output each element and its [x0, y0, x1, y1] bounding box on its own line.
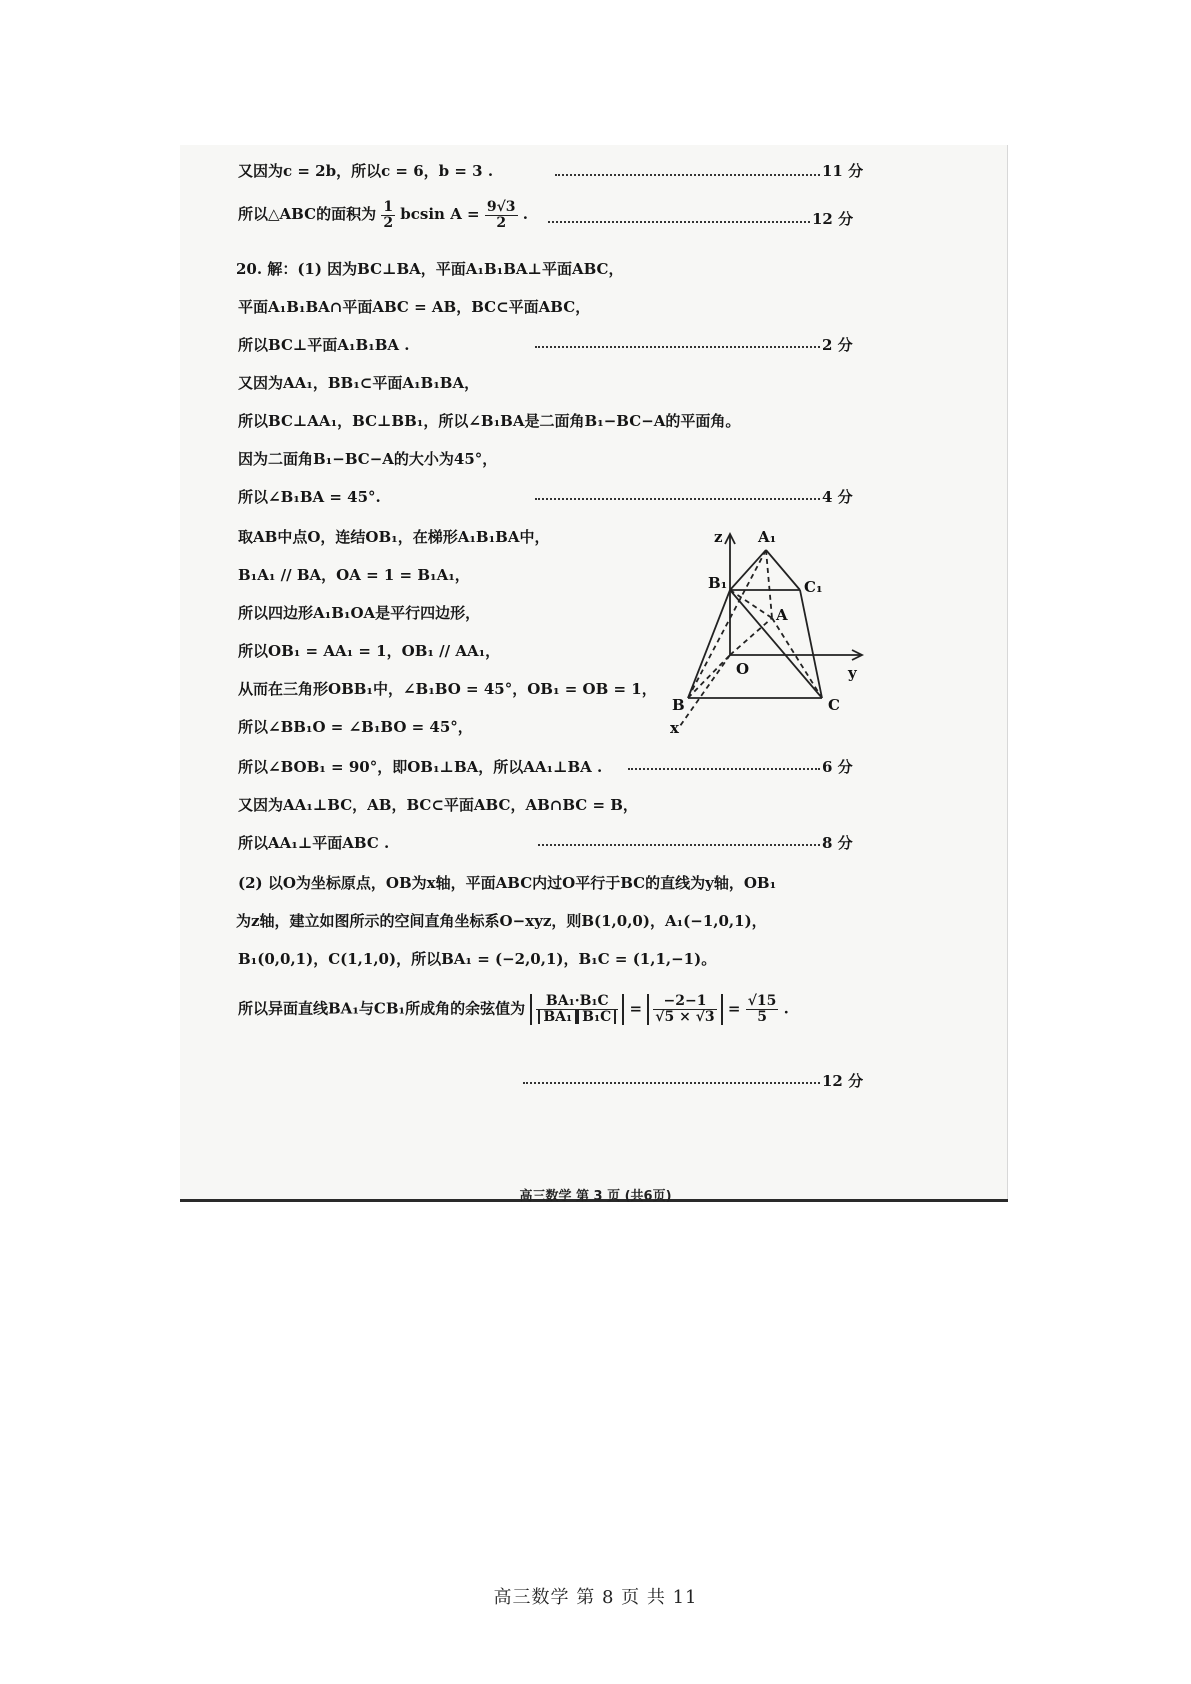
- score-mark: 2 分: [822, 336, 853, 354]
- vector-norm: B₁C: [577, 1010, 616, 1025]
- text-fragment: .: [522, 205, 529, 224]
- text-fragment: 所以异面直线BA₁与CB₁所成角的余弦值为: [238, 999, 526, 1018]
- fraction: [485, 200, 518, 230]
- score-mark: 8 分: [822, 834, 853, 852]
- text-line: 所以四边形A₁B₁OA是平行四边形，: [238, 604, 481, 622]
- solid-diagram: [652, 528, 882, 738]
- fraction-numerator: √15: [747, 993, 777, 1010]
- text-line: 20. 解：(1) 因为BC⊥BA，平面A₁B₁BA⊥平面ABC，: [236, 260, 624, 278]
- edge-BA1: [688, 550, 766, 698]
- vector-norm: BA₁: [538, 1010, 577, 1025]
- text-line: 所以∠B₁BA = 45°.: [238, 488, 381, 506]
- edge-BO: [688, 655, 730, 698]
- text-line: 又因为c = 2b，所以c = 6，b = 3 .: [238, 162, 494, 180]
- edge-BB1: [688, 590, 730, 698]
- text-line: 又因为AA₁⊥BC，AB，BC⊂平面ABC，AB∩BC = B，: [238, 796, 638, 814]
- score-mark: 12 分: [812, 210, 854, 228]
- fraction-denominator: 2: [383, 214, 394, 231]
- text-line: 所以OB₁ = AA₁ = 1，OB₁ // AA₁，: [238, 642, 501, 660]
- text-line: 所以AA₁⊥平面ABC .: [238, 834, 390, 852]
- text-line: 从而在三角形OBB₁中，∠B₁BO = 45°，OB₁ = OB = 1，: [238, 680, 657, 698]
- geometry-figure: [652, 528, 882, 738]
- label-C: C: [828, 696, 840, 714]
- score-leader-dots: [548, 221, 810, 223]
- fraction-numerator: 9√3: [486, 199, 516, 215]
- score-leader-dots: [538, 844, 820, 846]
- score-leader-dots: [535, 498, 820, 500]
- fraction-numerator: BA₁·B₁C: [536, 994, 618, 1010]
- text-line: 又因为AA₁，BB₁⊂平面A₁B₁BA，: [238, 374, 480, 392]
- fraction-denominator: 2: [496, 214, 507, 231]
- text-fragment: =: [629, 999, 643, 1018]
- page-footer: 高三数学 第 8 页 共 11: [493, 1587, 698, 1608]
- score-leader-dots: [628, 768, 820, 770]
- text-line: 取AB中点O，连结OB₁，在梯形A₁B₁BA中，: [238, 528, 550, 546]
- score-mark: 4 分: [822, 488, 853, 506]
- text-fragment: bcsin A =: [400, 205, 480, 224]
- score-leader-dots: [555, 174, 820, 176]
- label-A1: A₁: [758, 528, 777, 546]
- label-O: O: [736, 660, 750, 678]
- edge-A1C1: [766, 550, 800, 590]
- label-A: A: [776, 606, 788, 624]
- fraction: [381, 200, 395, 230]
- text-line: 平面A₁B₁BA∩平面ABC = AB，BC⊂平面ABC，: [238, 298, 591, 316]
- area-formula-line: [238, 200, 528, 230]
- score-leader-dots: [523, 1082, 820, 1084]
- text-fragment: .: [783, 999, 789, 1018]
- fraction-denominator: √5 × √3: [655, 1008, 715, 1025]
- cosine-formula-line: [238, 994, 789, 1025]
- edge-OA: [730, 618, 772, 655]
- label-x: x: [670, 719, 679, 737]
- fraction-numerator: −2−1: [653, 994, 716, 1010]
- text-line: B₁A₁ // BA，OA = 1 = B₁A₁，: [238, 566, 470, 584]
- text-line: 所以BC⊥平面A₁B₁BA .: [238, 336, 410, 354]
- text-line: 因为二面角B₁−BC−A的大小为45°，: [238, 450, 498, 468]
- text-fragment: 所以△ABC的面积为: [238, 205, 377, 224]
- fraction-denominator: 5: [757, 1008, 767, 1025]
- label-y: y: [848, 664, 857, 682]
- text-line: 为z轴，建立如图所示的空间直角坐标系O−xyz，则B(1,0,0)，A₁(−1,0,1)，: [236, 912, 767, 930]
- absolute-value: [647, 994, 722, 1024]
- fraction-numerator: 1: [383, 199, 394, 215]
- score-mark: 12 分: [822, 1072, 864, 1090]
- text-line: 所以∠BB₁O = ∠B₁BO = 45°，: [238, 718, 473, 736]
- absolute-value: [530, 994, 624, 1025]
- label-z: z: [714, 528, 723, 546]
- edge-A1A: [766, 550, 772, 618]
- fraction-denominator: [536, 1010, 618, 1025]
- score-leader-dots: [535, 346, 820, 348]
- fraction: [536, 994, 618, 1025]
- fraction: [746, 994, 779, 1024]
- fraction: [653, 994, 716, 1024]
- score-mark: 6 分: [822, 758, 853, 776]
- label-C1: C₁: [804, 578, 823, 596]
- label-B1: B₁: [708, 574, 728, 592]
- scanned-page-footer: 高三数学 第 3 页 (共6页): [519, 1189, 672, 1204]
- text-fragment: =: [727, 999, 741, 1018]
- text-line: (2) 以O为坐标原点，OB为x轴，平面ABC内过O平行于BC的直线为y轴，OB₁: [238, 874, 777, 892]
- text-line: 所以∠BOB₁ = 90°，即OB₁⊥BA，所以AA₁⊥BA .: [238, 758, 603, 776]
- text-line: 所以BC⊥AA₁，BC⊥BB₁，所以∠B₁BA是二面角B₁−BC−A的平面角。: [238, 412, 741, 430]
- score-mark: 11 分: [822, 162, 864, 180]
- text-line: B₁(0,0,1)，C(1,1,0)，所以BA₁ = (−2,0,1)，B₁C = (1,1,−1)。: [238, 950, 717, 968]
- label-B: B: [672, 696, 685, 714]
